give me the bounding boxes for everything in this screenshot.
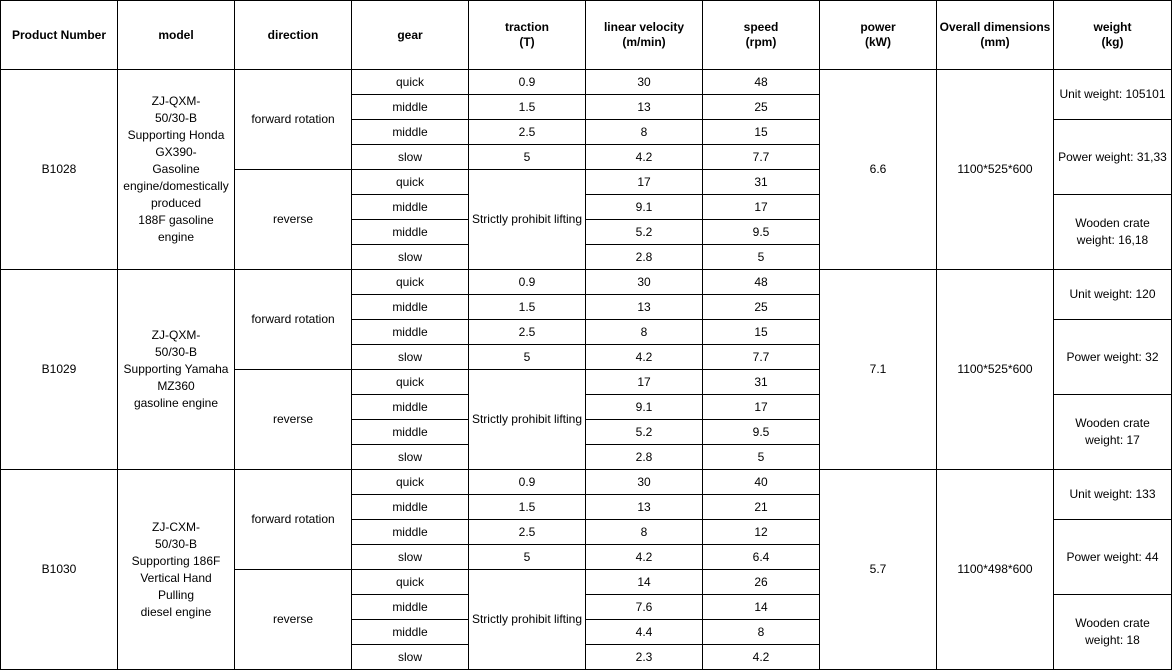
power-cell: 7.1 — [820, 270, 937, 470]
table-row — [1, 270, 1172, 295]
header-model: model — [118, 1, 235, 70]
speed-cell: 4.2 — [703, 645, 820, 670]
model-description: ZJ-QXM- 50/30-B Supporting Honda GX390- Gasoline engine/domestically produced 188F gasoline engine — [118, 70, 235, 270]
speed-cell: 15 — [703, 120, 820, 145]
gear-cell: middle — [352, 95, 469, 120]
linear-velocity-cell: 13 — [586, 95, 703, 120]
product-number: B1029 — [1, 270, 118, 470]
dimensions-cell: 1100*498*600 — [937, 470, 1054, 670]
gear-cell: slow — [352, 545, 469, 570]
linear-velocity-cell: 7.6 — [586, 595, 703, 620]
gear-cell: slow — [352, 145, 469, 170]
speed-cell: 5 — [703, 245, 820, 270]
gear-cell: middle — [352, 120, 469, 145]
speed-cell: 14 — [703, 595, 820, 620]
power-cell: 5.7 — [820, 470, 937, 670]
speed-cell: 9.5 — [703, 420, 820, 445]
linear-velocity-cell: 30 — [586, 70, 703, 95]
direction-forward: forward rotation — [235, 270, 352, 370]
linear-velocity-cell: 5.2 — [586, 420, 703, 445]
header-linear-velocity: linear velocity (m/min) — [586, 1, 703, 70]
header-overall-dimensions: Overall dimensions (mm) — [937, 1, 1054, 70]
product-number: B1028 — [1, 70, 118, 270]
header-gear: gear — [352, 1, 469, 70]
dimensions-cell: 1100*525*600 — [937, 70, 1054, 270]
power-weight-cell: Power weight: 31,33 — [1054, 120, 1172, 195]
linear-velocity-cell: 2.8 — [586, 445, 703, 470]
speed-cell: 8 — [703, 620, 820, 645]
wooden-crate-weight-cell: Wooden crate weight: 16,18 — [1054, 195, 1172, 270]
speed-cell: 40 — [703, 470, 820, 495]
linear-velocity-cell: 9.1 — [586, 395, 703, 420]
linear-velocity-cell: 13 — [586, 495, 703, 520]
direction-forward: forward rotation — [235, 70, 352, 170]
linear-velocity-cell: 2.3 — [586, 645, 703, 670]
speed-cell: 12 — [703, 520, 820, 545]
speed-cell: 48 — [703, 270, 820, 295]
header-power: power (kW) — [820, 1, 937, 70]
gear-cell: middle — [352, 195, 469, 220]
gear-cell: slow — [352, 245, 469, 270]
speed-cell: 6.4 — [703, 545, 820, 570]
direction-forward: forward rotation — [235, 470, 352, 570]
direction-reverse: reverse — [235, 370, 352, 470]
linear-velocity-cell: 14 — [586, 570, 703, 595]
header-row — [1, 1, 1172, 70]
header-traction: traction (T) — [469, 1, 586, 70]
traction-prohibit-lifting: Strictly prohibit lifting — [469, 170, 586, 270]
gear-cell: middle — [352, 320, 469, 345]
gear-cell: middle — [352, 595, 469, 620]
speed-cell: 48 — [703, 70, 820, 95]
speed-cell: 21 — [703, 495, 820, 520]
header-direction: direction — [235, 1, 352, 70]
power-weight-cell: Power weight: 44 — [1054, 520, 1172, 595]
speed-cell: 26 — [703, 570, 820, 595]
linear-velocity-cell: 4.2 — [586, 545, 703, 570]
traction-cell: 0.9 — [469, 70, 586, 95]
gear-cell: middle — [352, 495, 469, 520]
speed-cell: 7.7 — [703, 145, 820, 170]
linear-velocity-cell: 4.2 — [586, 345, 703, 370]
gear-cell: quick — [352, 470, 469, 495]
model-description: ZJ-CXM- 50/30-B Supporting 186F Vertical Hand Pulling diesel engine — [118, 470, 235, 670]
table-row — [1, 470, 1172, 495]
linear-velocity-cell: 9.1 — [586, 195, 703, 220]
linear-velocity-cell: 4.2 — [586, 145, 703, 170]
gear-cell: slow — [352, 645, 469, 670]
speed-cell: 25 — [703, 95, 820, 120]
traction-cell: 1.5 — [469, 95, 586, 120]
speed-cell: 17 — [703, 195, 820, 220]
speed-cell: 15 — [703, 320, 820, 345]
linear-velocity-cell: 8 — [586, 120, 703, 145]
linear-velocity-cell: 17 — [586, 370, 703, 395]
gear-cell: slow — [352, 445, 469, 470]
header-weight: weight (kg) — [1054, 1, 1172, 70]
linear-velocity-cell: 2.8 — [586, 245, 703, 270]
linear-velocity-cell: 5.2 — [586, 220, 703, 245]
gear-cell: middle — [352, 520, 469, 545]
speed-cell: 7.7 — [703, 345, 820, 370]
linear-velocity-cell: 13 — [586, 295, 703, 320]
speed-cell: 31 — [703, 170, 820, 195]
model-description: ZJ-QXM- 50/30-B Supporting Yamaha MZ360 gasoline engine — [118, 270, 235, 470]
traction-cell: 5 — [469, 545, 586, 570]
power-cell: 6.6 — [820, 70, 937, 270]
unit-weight-cell: Unit weight: 133 — [1054, 470, 1172, 520]
gear-cell: middle — [352, 220, 469, 245]
traction-cell: 1.5 — [469, 295, 586, 320]
gear-cell: quick — [352, 570, 469, 595]
wooden-crate-weight-cell: Wooden crate weight: 18 — [1054, 595, 1172, 670]
traction-cell: 2.5 — [469, 320, 586, 345]
speed-cell: 17 — [703, 395, 820, 420]
unit-weight-cell: Unit weight: 120 — [1054, 270, 1172, 320]
traction-cell: 5 — [469, 345, 586, 370]
traction-cell: 1.5 — [469, 495, 586, 520]
speed-cell: 25 — [703, 295, 820, 320]
traction-cell: 2.5 — [469, 520, 586, 545]
gear-cell: quick — [352, 270, 469, 295]
traction-cell: 5 — [469, 145, 586, 170]
speed-cell: 5 — [703, 445, 820, 470]
dimensions-cell: 1100*525*600 — [937, 270, 1054, 470]
direction-reverse: reverse — [235, 170, 352, 270]
gear-cell: middle — [352, 620, 469, 645]
traction-prohibit-lifting: Strictly prohibit lifting — [469, 370, 586, 470]
speed-cell: 9.5 — [703, 220, 820, 245]
linear-velocity-cell: 17 — [586, 170, 703, 195]
power-weight-cell: Power weight: 32 — [1054, 320, 1172, 395]
gear-cell: quick — [352, 370, 469, 395]
header-product-number: Product Number — [1, 1, 118, 70]
linear-velocity-cell: 4.4 — [586, 620, 703, 645]
header-speed: speed (rpm) — [703, 1, 820, 70]
product-number: B1030 — [1, 470, 118, 670]
gear-cell: middle — [352, 420, 469, 445]
table-body — [1, 70, 1172, 670]
linear-velocity-cell: 8 — [586, 320, 703, 345]
gear-cell: middle — [352, 395, 469, 420]
traction-cell: 0.9 — [469, 470, 586, 495]
gear-cell: middle — [352, 295, 469, 320]
traction-prohibit-lifting: Strictly prohibit lifting — [469, 570, 586, 670]
speed-cell: 31 — [703, 370, 820, 395]
unit-weight-cell: Unit weight: 105101 — [1054, 70, 1172, 120]
linear-velocity-cell: 8 — [586, 520, 703, 545]
direction-reverse: reverse — [235, 570, 352, 670]
gear-cell: quick — [352, 70, 469, 95]
traction-cell: 0.9 — [469, 270, 586, 295]
linear-velocity-cell: 30 — [586, 270, 703, 295]
wooden-crate-weight-cell: Wooden crate weight: 17 — [1054, 395, 1172, 470]
table-row — [1, 70, 1172, 95]
gear-cell: slow — [352, 345, 469, 370]
traction-cell: 2.5 — [469, 120, 586, 145]
linear-velocity-cell: 30 — [586, 470, 703, 495]
gear-cell: quick — [352, 170, 469, 195]
